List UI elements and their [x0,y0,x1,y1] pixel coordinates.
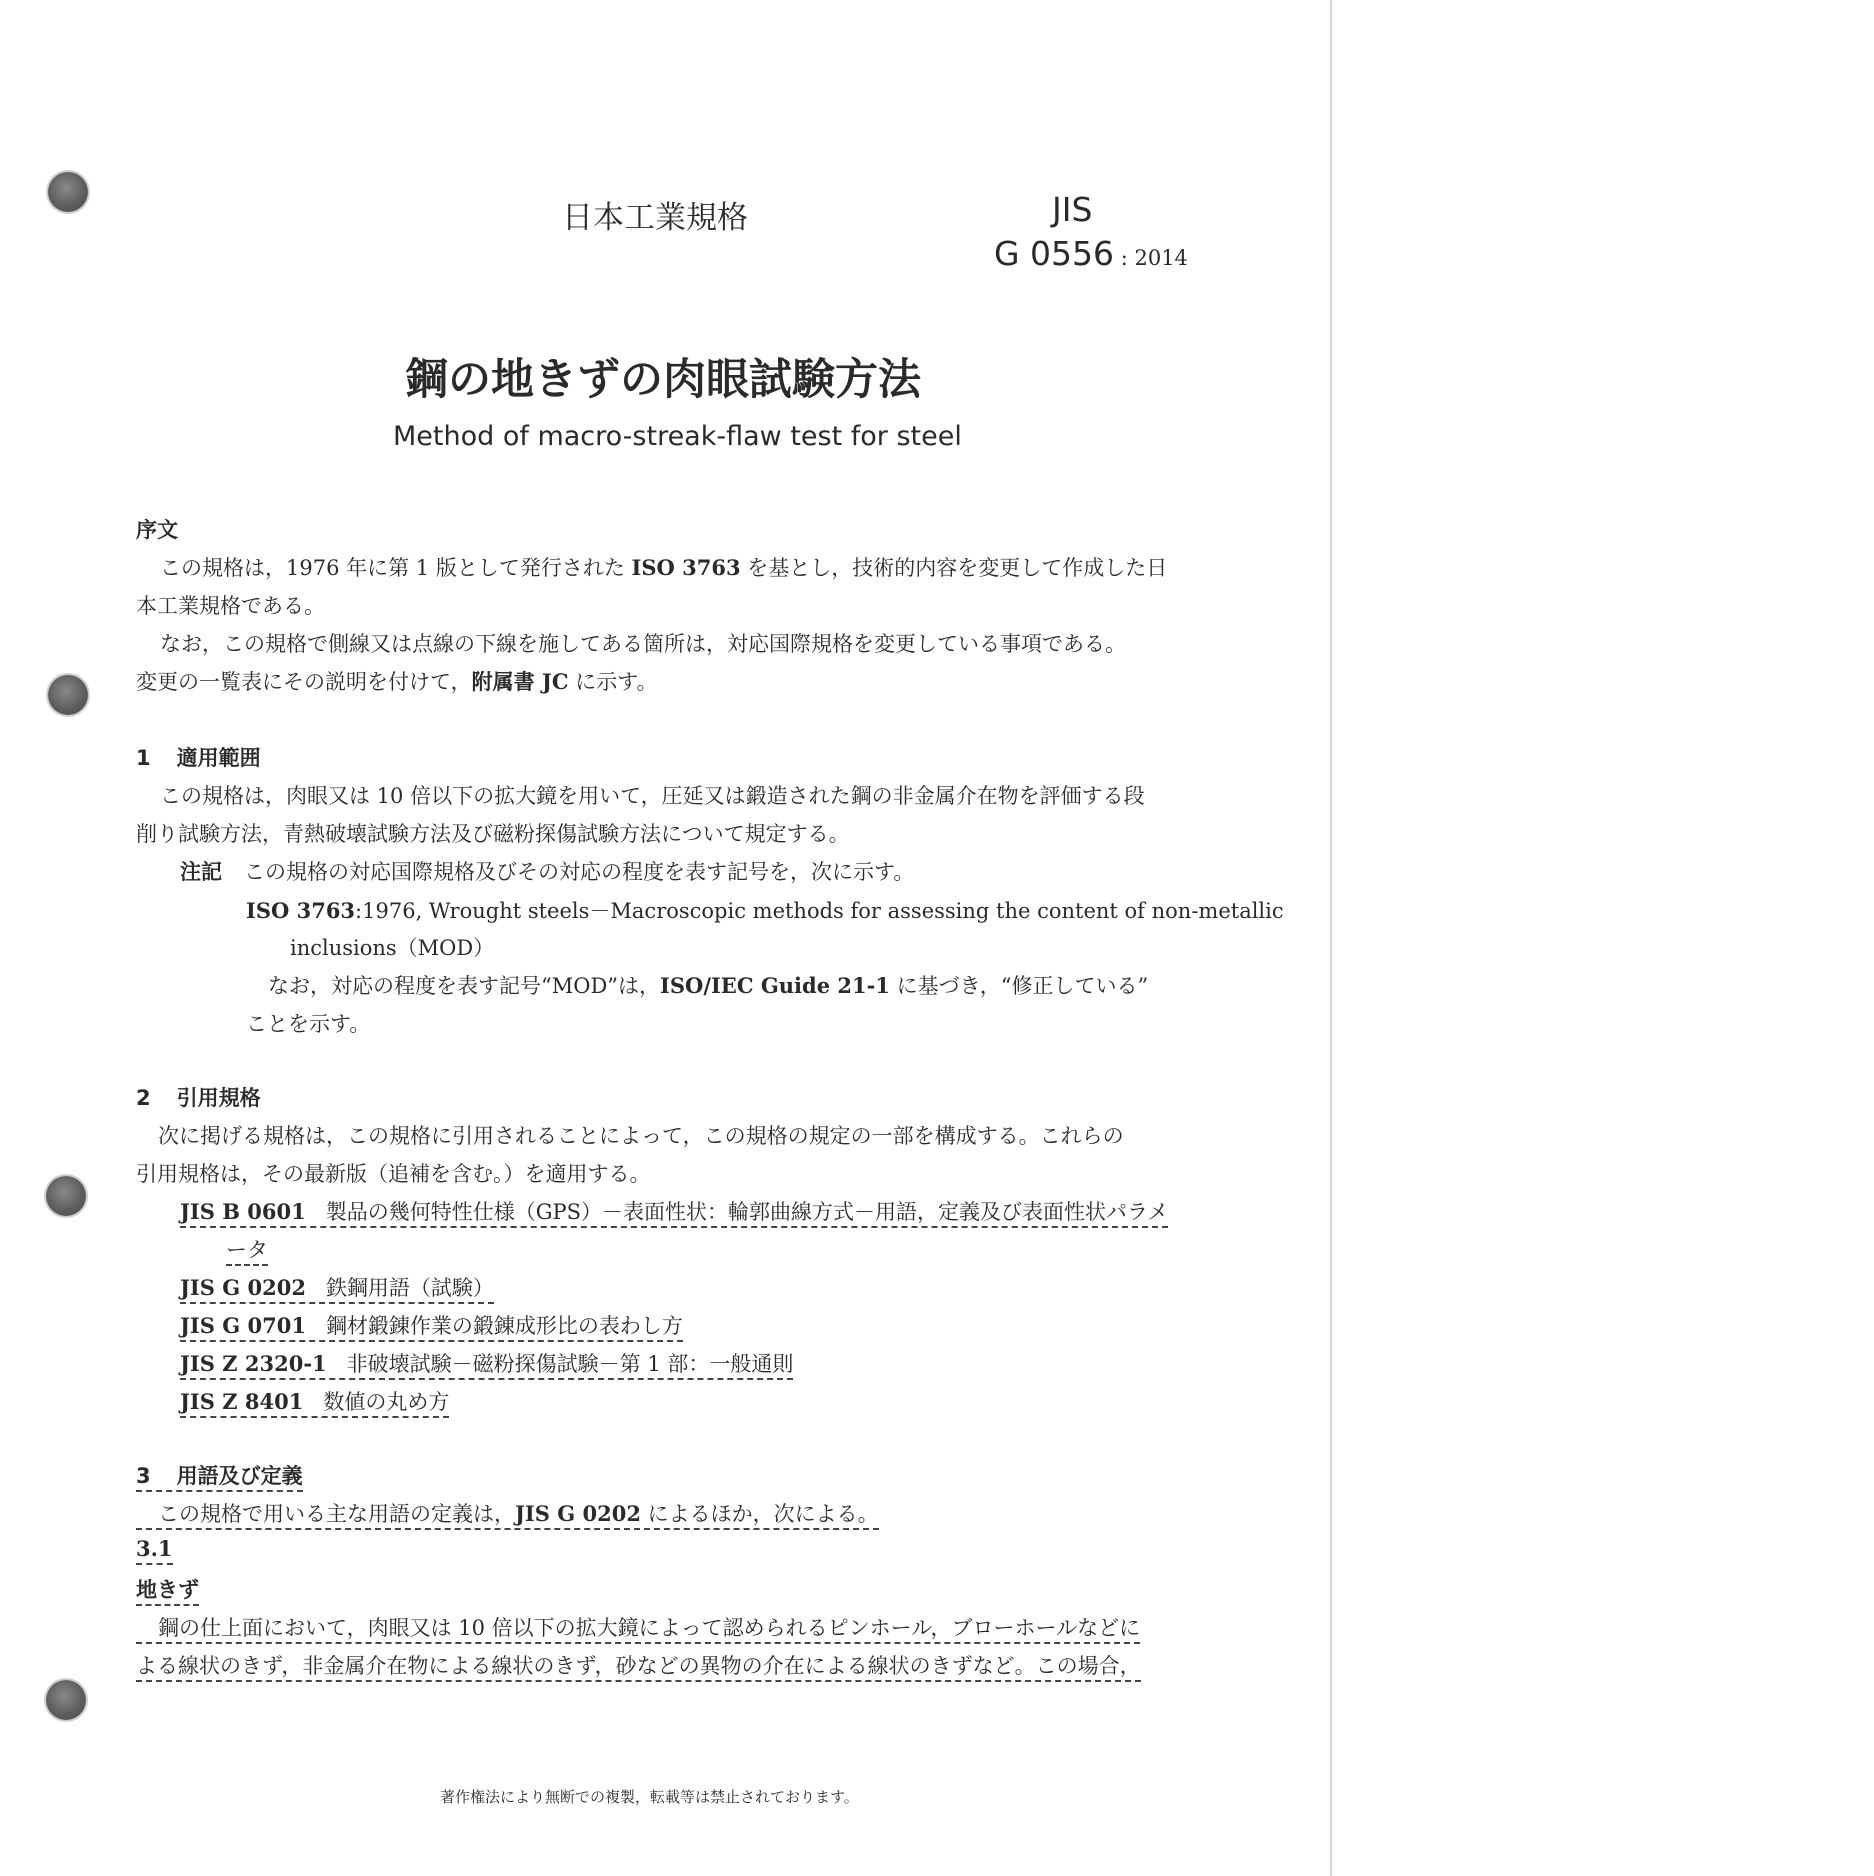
iso-code: ISO 3763 [246,898,356,923]
section-number: 3 [136,1464,151,1488]
reference-title-cont: ータ [226,1238,268,1266]
page-edge [1330,0,1332,1876]
text: に示す。 [568,670,658,694]
preface-line-3: なお，この規格で側線又は点線の下線を施してある箇所は，対応国際規格を変更している事項である。 [160,632,1126,656]
title-english: Method of macro-streak-flaw test for steel [393,421,962,452]
section-title: 用語及び定義 [176,1464,303,1488]
note [180,856,914,886]
reference-item-cont [226,1234,268,1264]
reference-item [180,1196,1168,1226]
mod-note-line-1 [268,970,1148,1000]
section-title: 適用範囲 [176,746,261,770]
term-text: 地きず [136,1578,199,1606]
reference-title: 鉄鋼用語（試験） [325,1276,494,1300]
preface-heading: 序文 [136,518,178,542]
guide-reference: ISO/IEC Guide 21-1 [660,973,890,998]
section-2-heading [136,1082,261,1112]
definition-line-1 [136,1612,1140,1642]
reference-title: 数値の丸め方 [323,1390,450,1414]
preface-line-1 [160,552,1167,582]
standard-year: : 2014 [1114,246,1188,270]
preface-line-2: 本工業規格である。 [136,594,325,618]
standard-jis: JIS [1052,190,1093,229]
text: 変更の一覧表にその説明を付けて， [136,670,472,694]
text: によるほか，次による。 [640,1502,879,1526]
iso-reference: ISO 3763 [631,555,741,580]
punch-hole-2 [48,675,88,715]
text: 鋼の仕上面において，肉眼又は 10 倍以下の拡大鏡によって認められるピンホール，ブローホールなどに [158,1616,1141,1640]
iso-correspondence [246,895,1284,925]
reference-item [180,1310,683,1340]
text: この規格は，1976 年に第 1 版として発行された [160,556,632,580]
mod-note-line-2: ことを示す。 [246,1012,371,1036]
section-number: 1 [136,746,151,770]
jis-reference: JIS G 0202 [515,1501,641,1526]
punch-hole-4 [46,1680,86,1720]
section-2-line-1: 次に掲げる規格は，この規格に引用されることによって，この規格の規定の一部を構成する。これらの [158,1124,1124,1148]
reference-code: JIS Z 8401 [180,1389,304,1414]
term-number-text: 3.1 [136,1536,173,1565]
section-1-line-2: 削り試験方法，青熱破壊試験方法及び磁粉探傷試験方法について規定する。 [136,822,850,846]
reference-title: 製品の幾何特性仕様（GPS）－表面性状：輪郭曲線方式－用語，定義及び表面性状パラメ [325,1200,1169,1224]
standard-org: 日本工業規格 [562,200,748,236]
punch-hole-1 [48,172,88,212]
iso-correspondence-cont: inclusions（MOD） [290,936,495,960]
section-number: 2 [136,1086,151,1110]
section-1-line-1: この規格は，肉眼又は 10 倍以下の拡大鏡を用いて，圧延又は鍛造された鋼の非金属介在物を評価する段 [160,784,1145,808]
reference-code: JIS B 0601 [180,1199,306,1224]
text: この規格で用いる主な用語の定義は， [158,1502,515,1526]
copyright-notice: 著作権法により無断での複製，転載等は禁止されております。 [440,1788,859,1806]
iso-title: :1976, Wrought steels－Macroscopic methods for assessing the content of non-metallic [355,899,1284,923]
text: よる線状のきず，非金属介在物による線状のきず，砂などの異物の介在による線状のきずなど。この場合， [136,1654,1141,1682]
reference-code: JIS Z 2320-1 [180,1351,327,1376]
note-text: この規格の対応国際規格及びその対応の程度を表す記号を，次に示す。 [244,860,915,884]
reference-title: 非破壊試験－磁粉探傷試験－第 1 部：一般通則 [346,1352,794,1376]
text: に基づき，“修正している” [889,974,1149,998]
definition-line-2 [136,1650,1141,1680]
reference-code: JIS G 0701 [180,1313,306,1338]
term-number [136,1536,173,1561]
reference-code: JIS G 0202 [180,1275,306,1300]
note-label: 注記 [180,860,222,884]
text: を基とし，技術的内容を変更して作成した日 [740,556,1168,580]
preface-line-4 [136,666,658,696]
section-2-line-2: 引用規格は，その最新版（追補を含む。）を適用する。 [136,1162,651,1186]
reference-item [180,1386,449,1416]
section-3-line-1 [136,1498,879,1528]
reference-item [180,1348,793,1378]
section-3-heading [136,1460,303,1490]
text: なお，対応の程度を表す記号“MOD”は， [268,974,661,998]
section-1-heading [136,742,261,772]
annex-reference: 附属書 JC [471,669,569,694]
reference-item [180,1272,494,1302]
title-japanese: 鋼の地きずの肉眼試験方法 [405,355,921,405]
standard-number: G 0556 [994,234,1115,273]
punch-hole-3 [46,1176,86,1216]
term-heading [136,1574,199,1604]
standard-code [994,234,1188,273]
reference-title: 鋼材鍛錬作業の鍛錬成形比の表わし方 [325,1314,683,1338]
section-title: 引用規格 [176,1086,261,1110]
